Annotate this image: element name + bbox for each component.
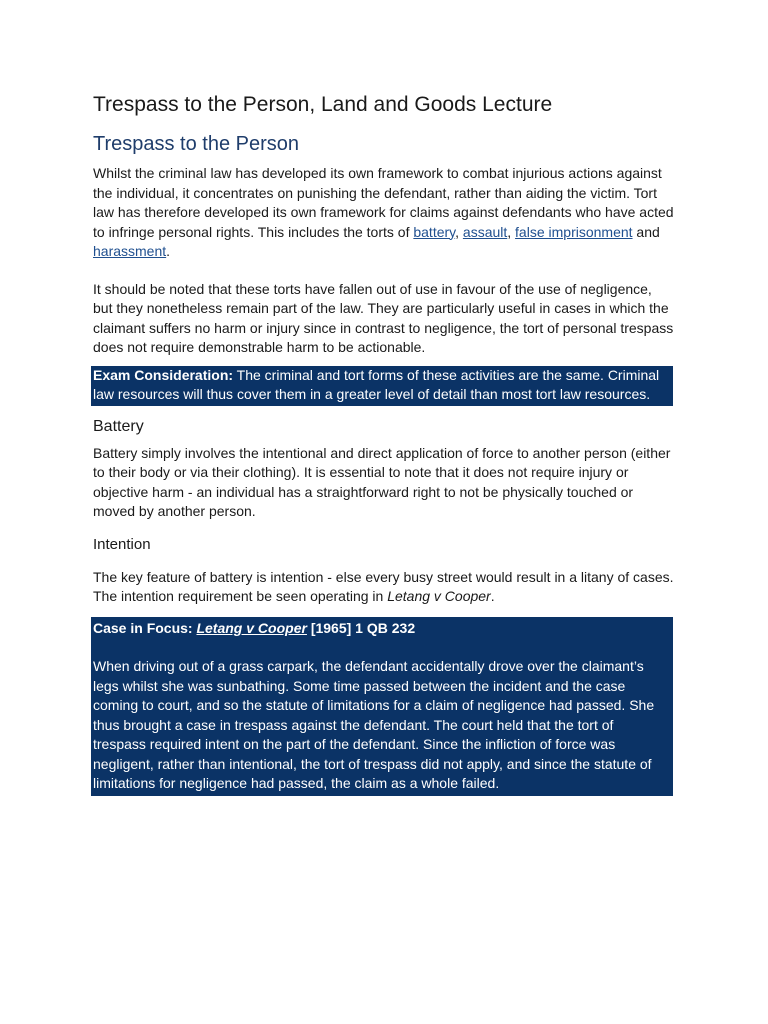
exam-consideration-label: Exam Consideration:: [93, 366, 234, 383]
exam-consideration-text: The criminal and tort forms of these activities are the same. Criminal law resources will thus cover them in a greater level of detail than most tort law resources.: [93, 366, 660, 402]
intro-text: Whilst the criminal law has developed its own framework to combat injurious actions against the individual, it concentrates on punishing the defendant, rather than aiding the victim. Tort law has therefore developed its own framework for claims against defendants who have acted to infringe personal rights. This includes the torts of: [93, 165, 674, 240]
intro-paragraph: [93, 164, 675, 262]
intention-heading: Intention: [93, 535, 151, 553]
intro-end: .: [166, 243, 171, 259]
case-in-focus-header: [93, 619, 669, 639]
intention-text: The key feature of battery is intention - else every busy street would result in a litany of cases. The intention requirement be seen operating in: [93, 568, 674, 604]
intention-end: .: [490, 588, 495, 604]
intro-sep-3: and: [632, 223, 660, 240]
paragraph-negligence: It should be noted that these torts have fallen out of use in favour of the use of negligence, but they nonetheless remain part of the law. They are particularly useful in cases in which the claimant suffers no harm or injury since in contrast to negligence, the tort of personal trespass does not require demonstrable harm to be actionable.: [93, 280, 674, 355]
exam-consideration-box: [91, 366, 673, 406]
case-name-link[interactable]: Letang v Cooper: [196, 619, 307, 636]
assault-link[interactable]: assault: [462, 223, 508, 240]
intention-case-name: Letang v Cooper: [387, 588, 491, 604]
case-citation: [1965] 1 QB 232: [306, 619, 416, 636]
harassment-link[interactable]: harassment: [93, 243, 167, 259]
false-imprisonment-link[interactable]: false imprisonment: [515, 223, 633, 240]
page-title: Trespass to the Person, Land and Goods Lecture: [93, 93, 553, 116]
battery-paragraph: Battery simply involves the intentional and direct application of force to another person (either to their body or via their clothing). It is essential to note that it does not require injury or objective harm - an individual has a straightforward right to not be physically touched or moved by another person.: [93, 444, 671, 519]
case-in-focus-label: Case in Focus:: [93, 619, 197, 636]
case-in-focus-box: [91, 617, 673, 796]
intro-sep-2: ,: [507, 223, 516, 240]
intention-paragraph: [93, 568, 675, 607]
section-heading: Trespass to the Person: [93, 133, 300, 155]
case-in-focus-body: When driving out of a grass carpark, the defendant accidentally drove over the claimant’s legs whilst she was sunbathing. Some time passed between the incident and the case coming to court, and so the statute of limitations for a claim of negligence had passed. She thus brought a case in trespass against the defendant. The court held that the tort of trespass required intent on the part of the defendant. Since the infliction of force was negligent, rather than intentional, the tort of trespass did not apply, and since the statute of limitations for negligence had passed, the claim as a whole failed.: [93, 658, 655, 791]
battery-heading: Battery: [93, 417, 144, 435]
battery-link[interactable]: battery: [413, 223, 456, 240]
intro-sep-1: ,: [455, 223, 463, 240]
